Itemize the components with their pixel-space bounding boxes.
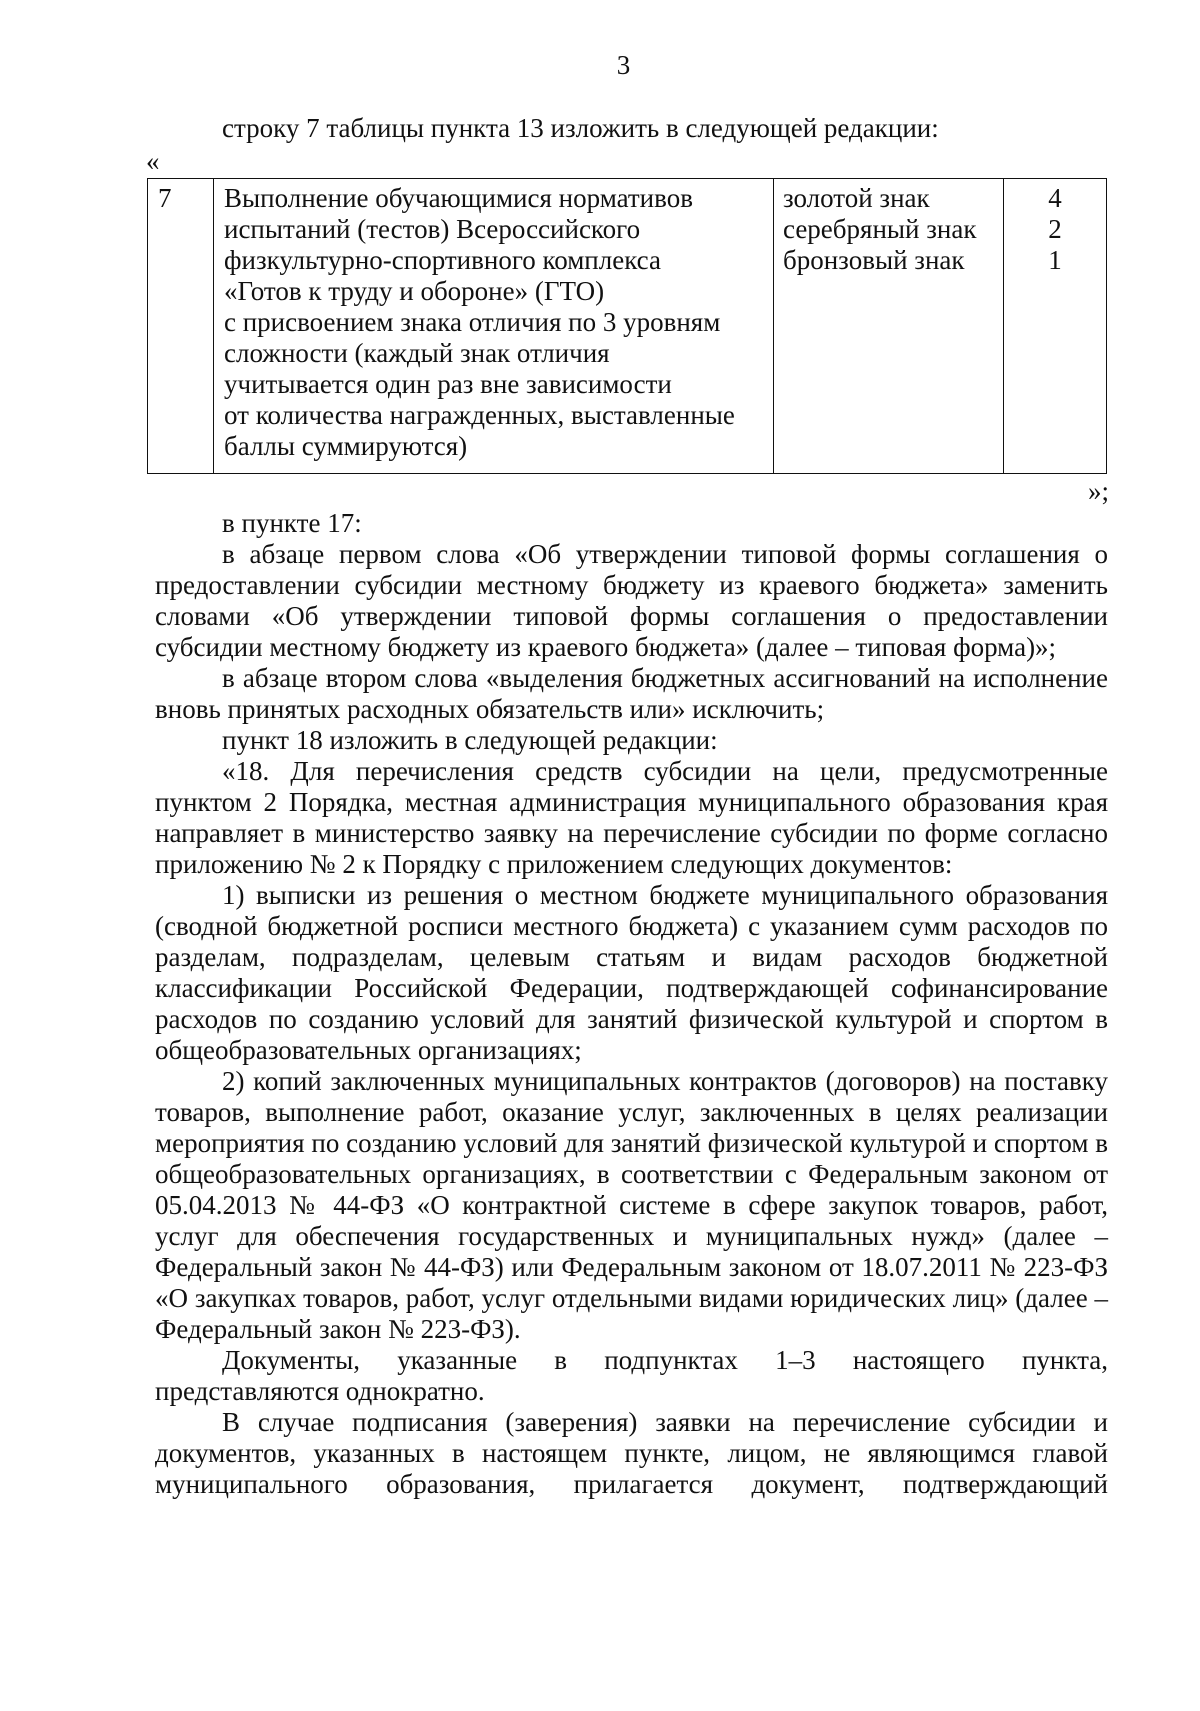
description-line: испытаний (тестов) Всероссийского xyxy=(224,214,641,244)
points-cell xyxy=(1003,179,1106,473)
paragraph-subitem-1: 1) выписки из решения о местном бюджете муниципального образования (сводной бюджетной росписи местного бюджета) с указанием сумм расходов по разделам, подразделам, целевым статьям и видам расходов бюджетной классификации Российской Федерации, подтверждающей софинансирование расходов по созданию условий для занятий физической культурой и спортом в общеобразовательных организациях; xyxy=(155,880,1108,1065)
amendment-table xyxy=(147,178,1107,474)
paragraph-item-18-intro: пункт 18 изложить в следующей редакции: xyxy=(222,725,718,755)
paragraph-subitem-2: 2) копий заключенных муниципальных контрактов (договоров) на поставку товаров, выполнение работ, оказание услуг, заключенных в целях реализации мероприятия по созданию условий для занятий физической культурой и спортом в общеобразовательных организациях, в соответствии с Федеральным законом от 05.04.2013 № 44-ФЗ «О контрактной системе в сфере закупок товаров, работ, услуг для обеспечения государственных и муниципальных нужд» (далее – Федеральный закон № 44-ФЗ) или Федеральным законом от 18.07.2011 № 223-ФЗ «О закупках товаров, работ, услуг отдельными видами юридических лиц» (далее – Федеральный закон № 223-ФЗ). xyxy=(155,1066,1108,1344)
description-line: баллы суммируются) xyxy=(224,431,468,461)
description-line: Выполнение обучающимися нормативов xyxy=(224,183,693,213)
points-silver: 2 xyxy=(1048,214,1062,244)
paragraph-first-abzac: в абзаце первом слова «Об утверждении типовой формы соглашения о предоставлении субсидии местному бюджету из краевого бюджета» заменить словами «Об утверждении типовой формы соглашения о предоставлении субсидии местному бюджету из краевого бюджета» (далее – типовая форма)»; xyxy=(155,539,1108,662)
badge-bronze: бронзовый знак xyxy=(783,245,965,275)
intro-line: строку 7 таблицы пункта 13 изложить в следующей редакции: xyxy=(222,113,939,143)
paragraph-signing: В случае подписания (заверения) заявки на перечисление субсидии и документов, указанных в настоящем пункте, лицом, не являющимся главой муниципального образования, прилагается документ, подтверждающий xyxy=(155,1407,1108,1499)
points-gold: 4 xyxy=(1048,183,1062,213)
description-line: с присвоением знака отличия по 3 уровням xyxy=(224,307,721,337)
badge-gold: золотой знак xyxy=(783,183,930,213)
document-body xyxy=(155,508,1108,1500)
description-line: физкультурно-спортивного комплекса xyxy=(224,245,661,275)
description-line: сложности (каждый знак отличия xyxy=(224,338,610,368)
row-number-cell xyxy=(148,179,213,473)
opening-quote: « xyxy=(146,146,160,176)
description-line: «Готов к труду и обороне» (ГТО) xyxy=(224,276,605,306)
paragraph-second-abzac: в абзаце втором слова «выделения бюджетных ассигнований на исполнение вновь принятых расходных обязательств или» исключить; xyxy=(155,663,1108,724)
paragraph-item-17: в пункте 17: xyxy=(222,508,362,538)
paragraph-item-18: «18. Для перечисления средств субсидии на цели, предусмотренные пунктом 2 Порядка, местная администрация муниципального образования края направляет в министерство заявку на перечисление субсидии по форме согласно приложению № 2 к Порядку с приложением следующих документов: xyxy=(155,756,1108,879)
badge-silver: серебряный знак xyxy=(783,214,977,244)
badge-cell xyxy=(773,179,1003,473)
paragraph-documents: Документы, указанные в подпунктах 1–3 настоящего пункта, представляются однократно. xyxy=(155,1345,1108,1406)
row-number: 7 xyxy=(158,183,172,213)
points-bronze: 1 xyxy=(1048,245,1062,275)
closing-quote: »; xyxy=(1088,476,1110,506)
description-line: от количества награжденных, выставленные xyxy=(224,400,735,430)
description-cell xyxy=(213,179,773,473)
description-line: учитывается один раз вне зависимости xyxy=(224,369,672,399)
page-number: 3 xyxy=(616,50,631,80)
